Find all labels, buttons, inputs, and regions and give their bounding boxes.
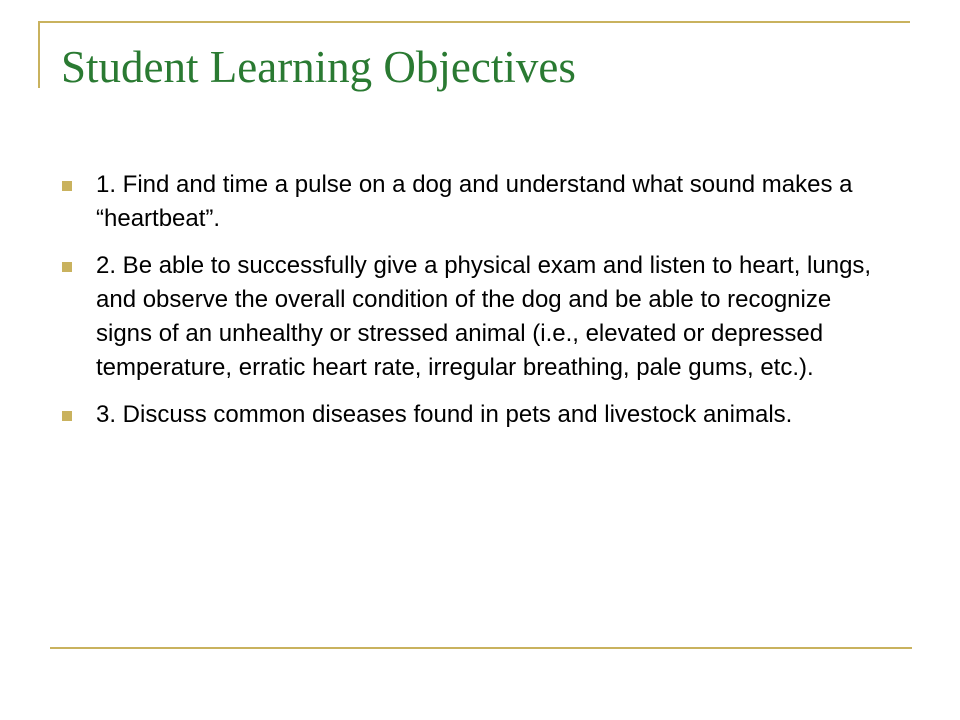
left-border-rule: [38, 21, 40, 88]
square-bullet-icon: [62, 181, 72, 191]
top-border-rule: [38, 21, 910, 23]
objectives-list: [62, 168, 892, 445]
objective-text-3: 3. Discuss common diseases found in pets and livestock animals.: [96, 401, 793, 428]
square-bullet-icon: [62, 411, 72, 421]
objective-text-2: 2. Be able to successfully give a physical exam and listen to heart, lungs, and observe the overall condition of the dog and be able to recognize signs of an unhealthy or stressed animal (i.e., elevated or depressed temperature, erratic heart rate, irregular breathing, pale gums, etc.).: [96, 252, 872, 381]
objective-item-1: [62, 168, 892, 236]
objective-text-1: 1. Find and time a pulse on a dog and understand what sound makes a “heartbeat”.: [96, 171, 853, 232]
bottom-border-rule: [50, 647, 912, 649]
objective-item-2: [62, 249, 892, 385]
objective-item-3: [62, 398, 892, 432]
slide-title: Student Learning Objectives: [61, 42, 576, 92]
square-bullet-icon: [62, 262, 72, 272]
